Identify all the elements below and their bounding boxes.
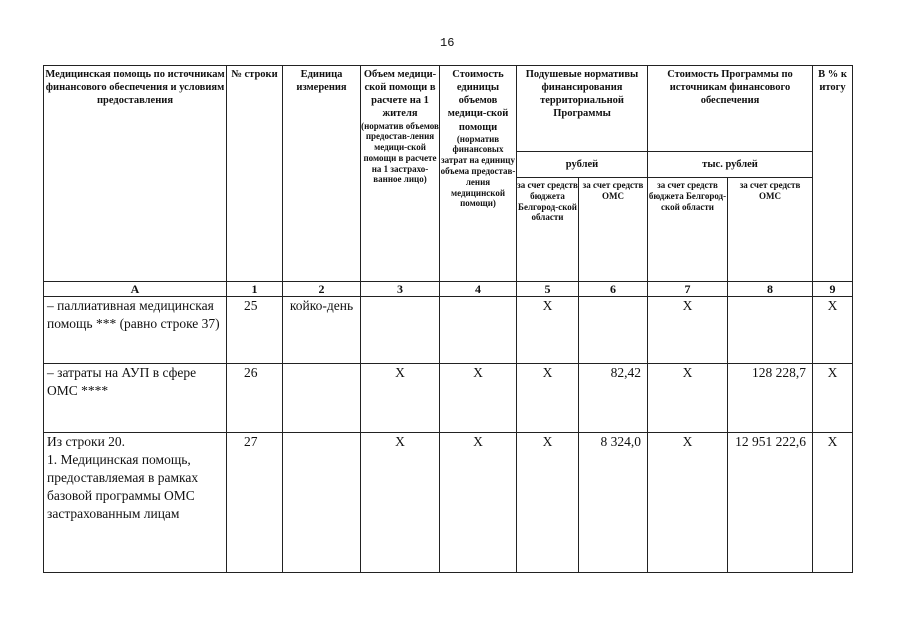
cell-col-6 <box>579 297 648 364</box>
index-cell: А <box>44 282 227 297</box>
row-label-line1: Из строки 20. <box>47 434 126 449</box>
index-cell: 5 <box>517 282 579 297</box>
table-row <box>44 433 853 573</box>
cell-col-7: Х <box>648 433 728 573</box>
index-cell: 6 <box>579 282 648 297</box>
header-program-cost: Стоимость Программы по источникам финансового обеспечения <box>648 66 813 152</box>
index-cell: 3 <box>361 282 440 297</box>
cell-col-6: 8 324,0 <box>579 433 648 573</box>
cell-col-5: Х <box>517 433 579 573</box>
header-row-1 <box>44 66 853 152</box>
header-unit-thousand-rubles: тыс. рублей <box>648 152 813 178</box>
table-row <box>44 364 853 433</box>
header-unit-rubles: рублей <box>517 152 648 178</box>
index-cell: 1 <box>227 282 283 297</box>
header-col-5: за счет средств бюджета Белгород-ской области <box>517 178 579 282</box>
header-col-8: за счет средств ОМС <box>728 178 813 282</box>
header-col-4-sub: (норматив финансовых затрат на единицу объема предостав-ления медицинской помощи) <box>440 133 516 209</box>
row-unit <box>283 364 361 433</box>
row-label-line2: 1. Медицинская помощь, предоставляемая в рамках базовой программы ОМС застрахованным лицам <box>47 452 199 521</box>
index-cell: 9 <box>813 282 853 297</box>
cell-col-8 <box>728 297 813 364</box>
header-col-3-main: Объем медици-ской помощи в расчете на 1 жителя <box>363 69 437 120</box>
row-label: – затраты на АУП в сфере ОМС **** <box>44 364 227 433</box>
cell-col-3: Х <box>361 364 440 433</box>
cell-col-4: Х <box>440 364 517 433</box>
header-col-3 <box>361 66 440 282</box>
row-label <box>44 433 227 573</box>
table-row <box>44 297 853 364</box>
row-number: 25 <box>227 297 283 364</box>
index-cell: 4 <box>440 282 517 297</box>
header-col-1: № строки <box>227 66 283 282</box>
row-number: 27 <box>227 433 283 573</box>
header-col-6: за счет средств ОМС <box>579 178 648 282</box>
header-per-capita: Подушевые нормативы финансирования территориальной Программы <box>517 66 648 152</box>
row-number: 26 <box>227 364 283 433</box>
cell-col-6: 82,42 <box>579 364 648 433</box>
index-cell: 7 <box>648 282 728 297</box>
cell-col-4 <box>440 297 517 364</box>
cell-col-7: Х <box>648 297 728 364</box>
cell-col-8: 12 951 222,6 <box>728 433 813 573</box>
financing-table <box>43 65 853 573</box>
cell-col-4: Х <box>440 433 517 573</box>
cell-col-9: Х <box>813 364 853 433</box>
header-col-a: Медицинская помощь по источникам финансового обеспечения и условиям предоставления <box>44 66 227 282</box>
index-row <box>44 282 853 297</box>
header-col-4 <box>440 66 517 282</box>
cell-col-3 <box>361 297 440 364</box>
cell-col-7: Х <box>648 364 728 433</box>
cell-col-9: Х <box>813 297 853 364</box>
cell-col-5: Х <box>517 364 579 433</box>
cell-col-3: Х <box>361 433 440 573</box>
header-col-3-sub: (норматив объемов предостав-ления медици-ской помощи в расчете на 1 застрахо-ванное лицо) <box>361 120 439 185</box>
cell-col-8: 128 228,7 <box>728 364 813 433</box>
cell-col-5: Х <box>517 297 579 364</box>
row-unit: койко-день <box>283 297 361 364</box>
index-cell: 2 <box>283 282 361 297</box>
row-label: – паллиативная медицинская помощь *** (равно строке 37) <box>44 297 227 364</box>
cell-col-9: Х <box>813 433 853 573</box>
page-number: 16 <box>440 36 455 50</box>
header-col-4-main: Стоимость единицы объемов медици-ской помощи <box>447 69 509 133</box>
header-col-2: Единица измерения <box>283 66 361 282</box>
header-col-9: В % к итогу <box>813 66 853 282</box>
index-cell: 8 <box>728 282 813 297</box>
header-col-7: за счет средств бюджета Белгород-ской области <box>648 178 728 282</box>
row-unit <box>283 433 361 573</box>
